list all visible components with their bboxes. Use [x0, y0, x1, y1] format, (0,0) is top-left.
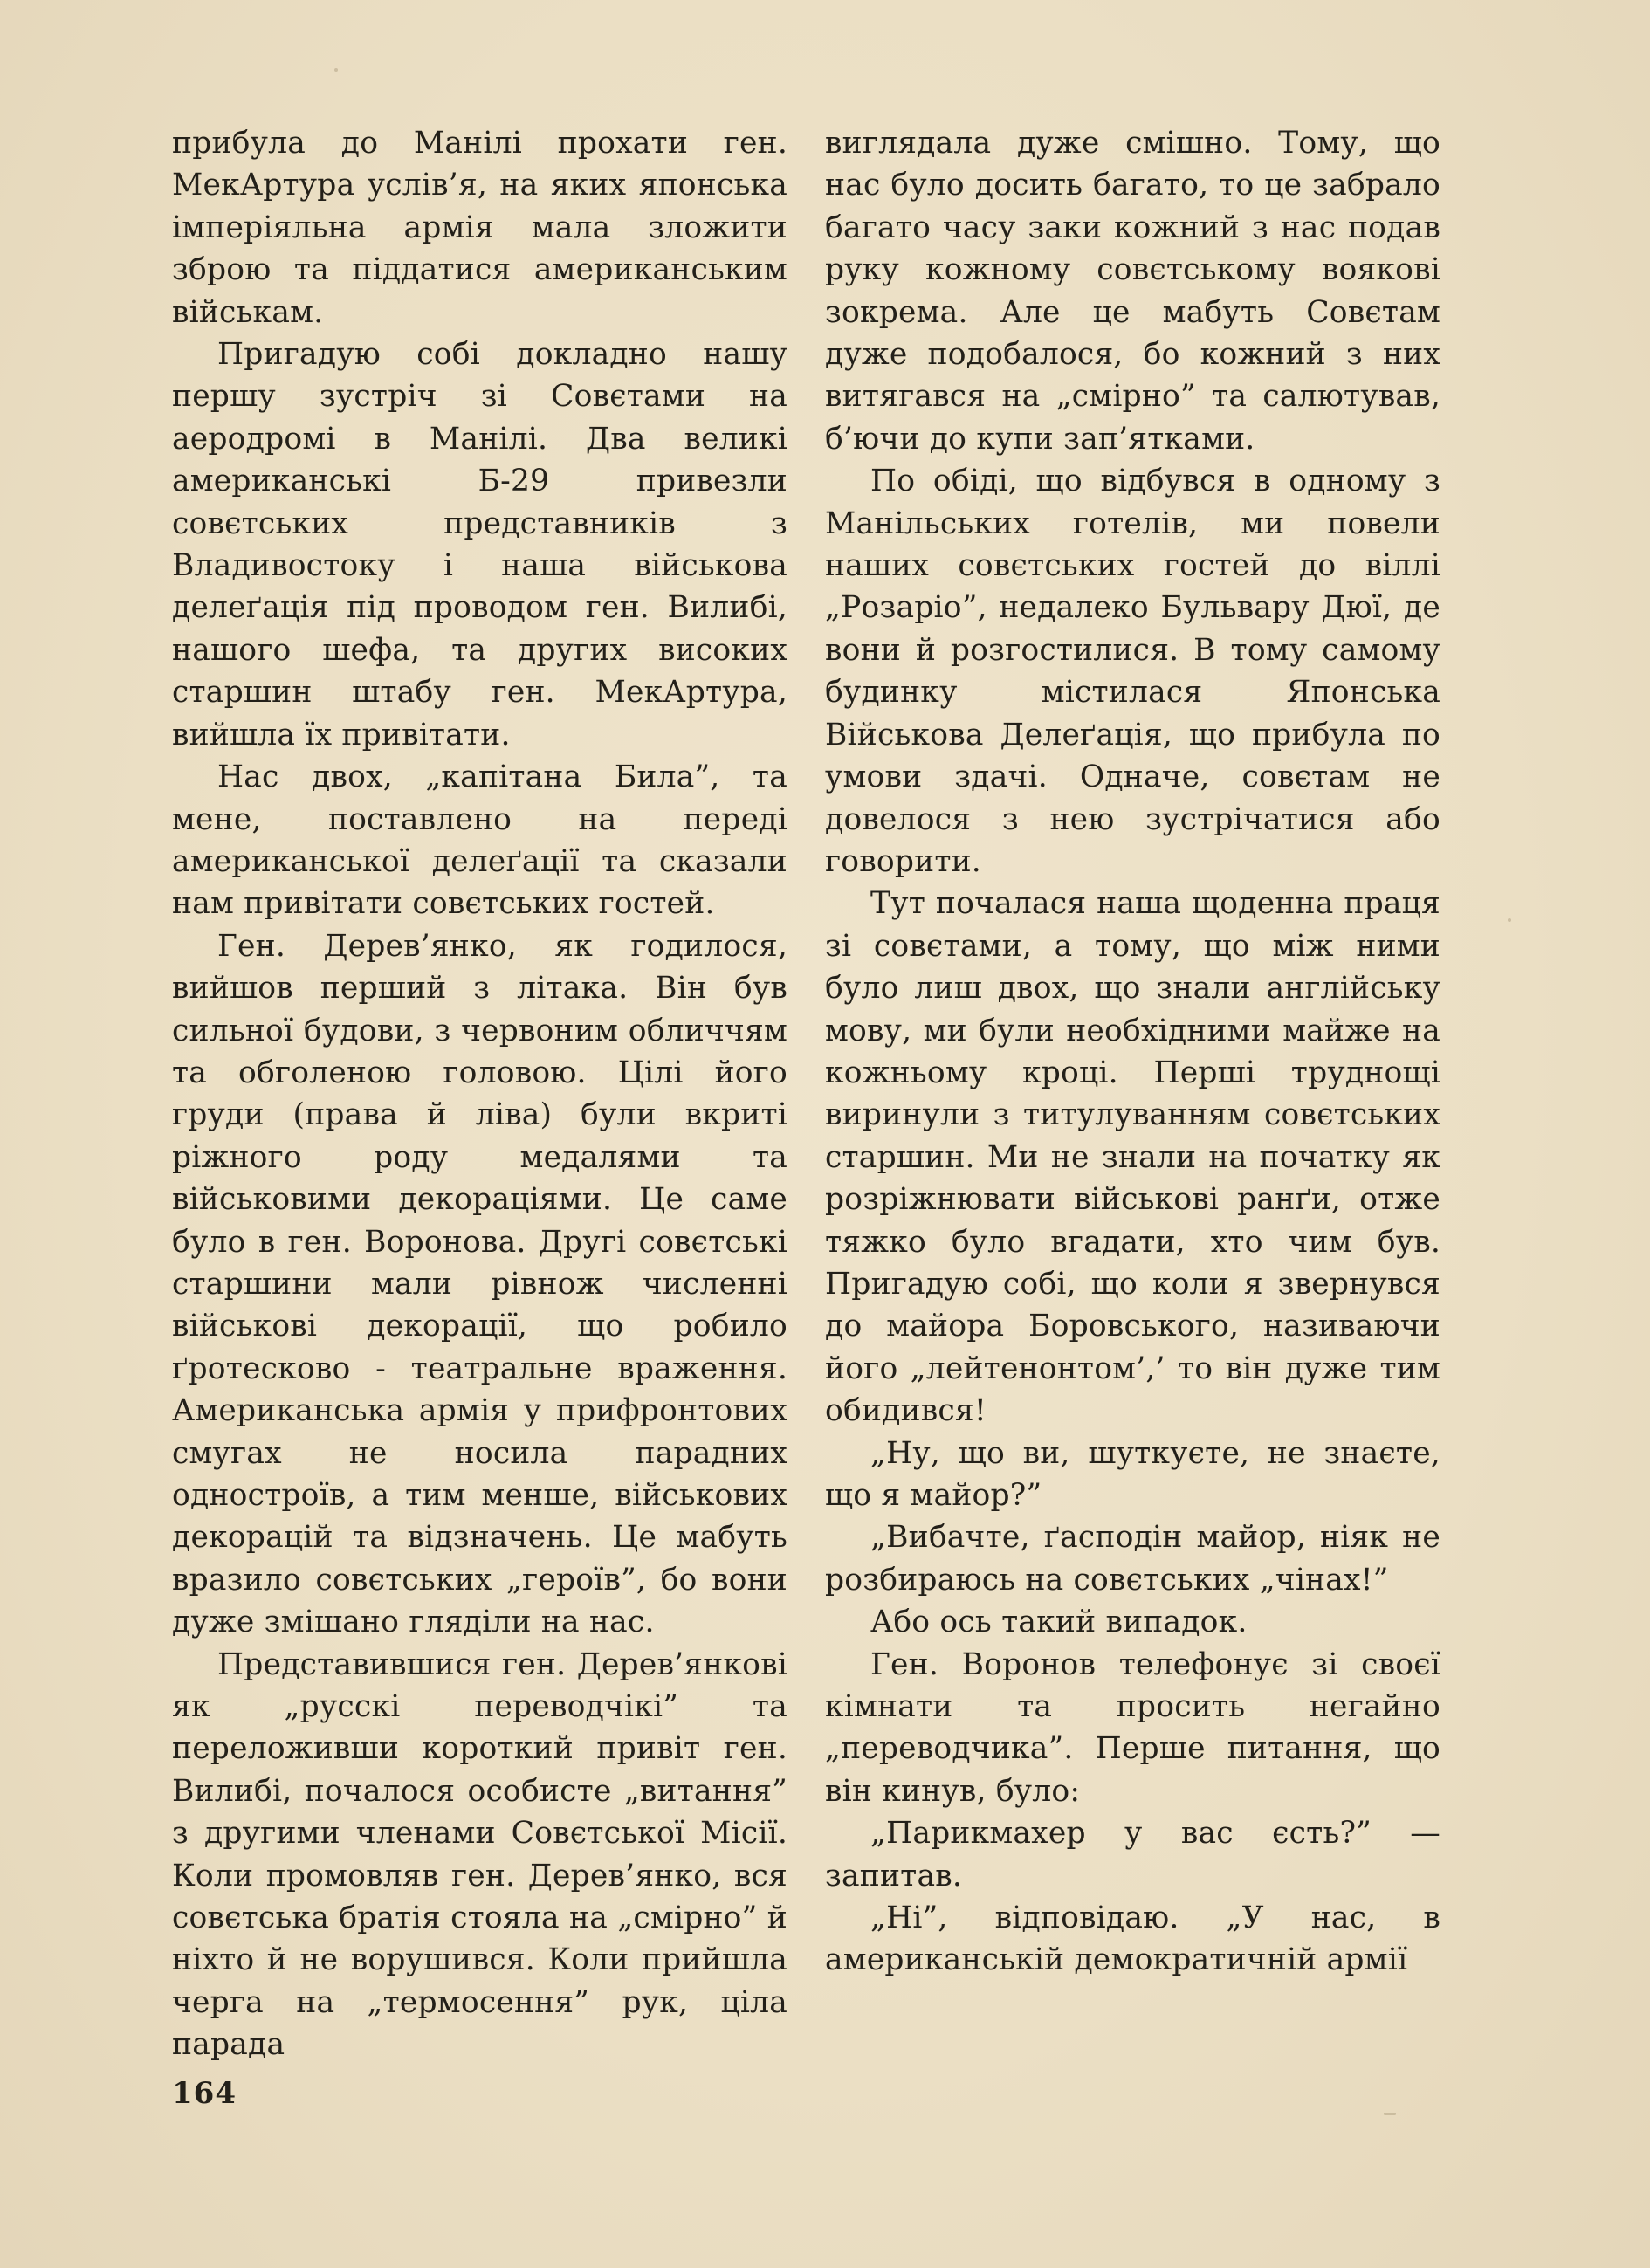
paper-speck [334, 68, 338, 72]
paragraph: Пригадую собі докладно нашу першу зустріч зі Совєтами на аеродромі в Манілі. Два великі американські Б-29 привезли совєтських представників з Владивостоку і наша військова делеґація під проводом ген. Вилибі, нашого шефа, та других високих старшин штабу ген. МекАртура, вийшла їх привітати. [172, 337, 787, 753]
paper-speck [1508, 918, 1511, 922]
left-column [172, 122, 787, 2066]
paragraph: „Вибачте, ґасподін майор, ніяк не розбираюсь на совєтських „чінах!” [825, 1520, 1440, 1598]
paragraph: Або ось такий випадок. [870, 1605, 1248, 1640]
paragraph: „Ні”, відповідаю. „У нас, в американській демократичній армії [825, 1900, 1440, 1978]
paragraph: Ген. Дерев’янко, як годилося, вийшов перший з літака. Він був сильної будови, з червоним обличчям та обголеною головою. Цілі його груди (права й ліва) були вкриті ріжного роду медалями та військовими декораціями. Це саме було в ген. Воронова. Другі совєтські старшини мали рівнож численні військові декорації, що робило ґротесково - театральне враження. Американська армія у прифронтових смугах не носила парадних одностроїв, а тим менше, військових декорацій та відзначень. Це мабуть вразило совєтських „героїв”, бо вони дуже змішано гляділи на нас. [172, 928, 787, 1640]
paragraph: По обіді, що відбувся в одному з Манільських готелів, ми повели наших совєтських гостей до віллі „Розаріо”, недалеко Бульвару Дюї, де вони й розгостилися. В тому самому будинку містилася Японська Військова Делеґація, що прибула по умови здачі. Одначе, совєтам не довелося з нею зустрічатися або говорити. [825, 464, 1440, 879]
paragraph: Представившися ген. Дерев’янкові як „русскі переводчікі” та переложивши короткий привіт ген. Вилибі, почалося особисте „витання” з другими членами Совєтської Місії. Коли промовляв ген. Дерев’янко, вся совєтська братія стояла на „смірно” й ніхто й не ворушився. Коли прийшла черга на „термосення” рук, ціла парада [172, 1646, 787, 2063]
paragraph: виглядала дуже смішно. Тому, що нас було досить багато, то це забрало багато часу заки кожний з нас подав руку кожному совєтському воякові зокрема. Але це мабуть Совєтам дуже подобалося, бо кожний з них витягався на „смірно” та салютував, б’ючи до купи зап’ятками. [825, 126, 1440, 457]
right-column [825, 122, 1440, 1982]
paragraph: прибула до Манілі прохати ген. МекАртура услів’я, на яких японська імперіяльна армія мала зложити зброю та піддатися американським військам. [172, 126, 787, 330]
paragraph: „Ну, що ви, шуткуєте, не знаєте, що я майор?” [825, 1435, 1440, 1513]
paragraph: Нас двох, „капітана Била”, та мене, поставлено на переді американської делеґації та сказали нам привітати совєтських гостей. [172, 759, 787, 922]
paper-speck [1384, 2113, 1396, 2115]
page-number: 164 [172, 2076, 237, 2111]
paragraph: „Парикмахер у вас єсть?” — запитав. [825, 1816, 1440, 1893]
paragraph: Ген. Воронов телефонує зі своєї кімнати та просить негайно „переводчика”. Перше питання, що він кинув, було: [825, 1646, 1440, 1809]
paragraph: Тут почалася наша щоденна праця зі совєтами, а тому, що між ними було лиш двох, що знали англійську мову, ми були необхідними майже на кожньому кроці. Перші труднощі виринули з титулуванням совєтських старшин. Ми не знали на початку як розріжнювати військові ранґи, отже тяжко було вгадати, хто чим був. Пригадую собі, що коли я звернувся до майора Боровського, називаючи його „лейтенонтом’,’ то він дуже тим обидився! [825, 886, 1440, 1429]
